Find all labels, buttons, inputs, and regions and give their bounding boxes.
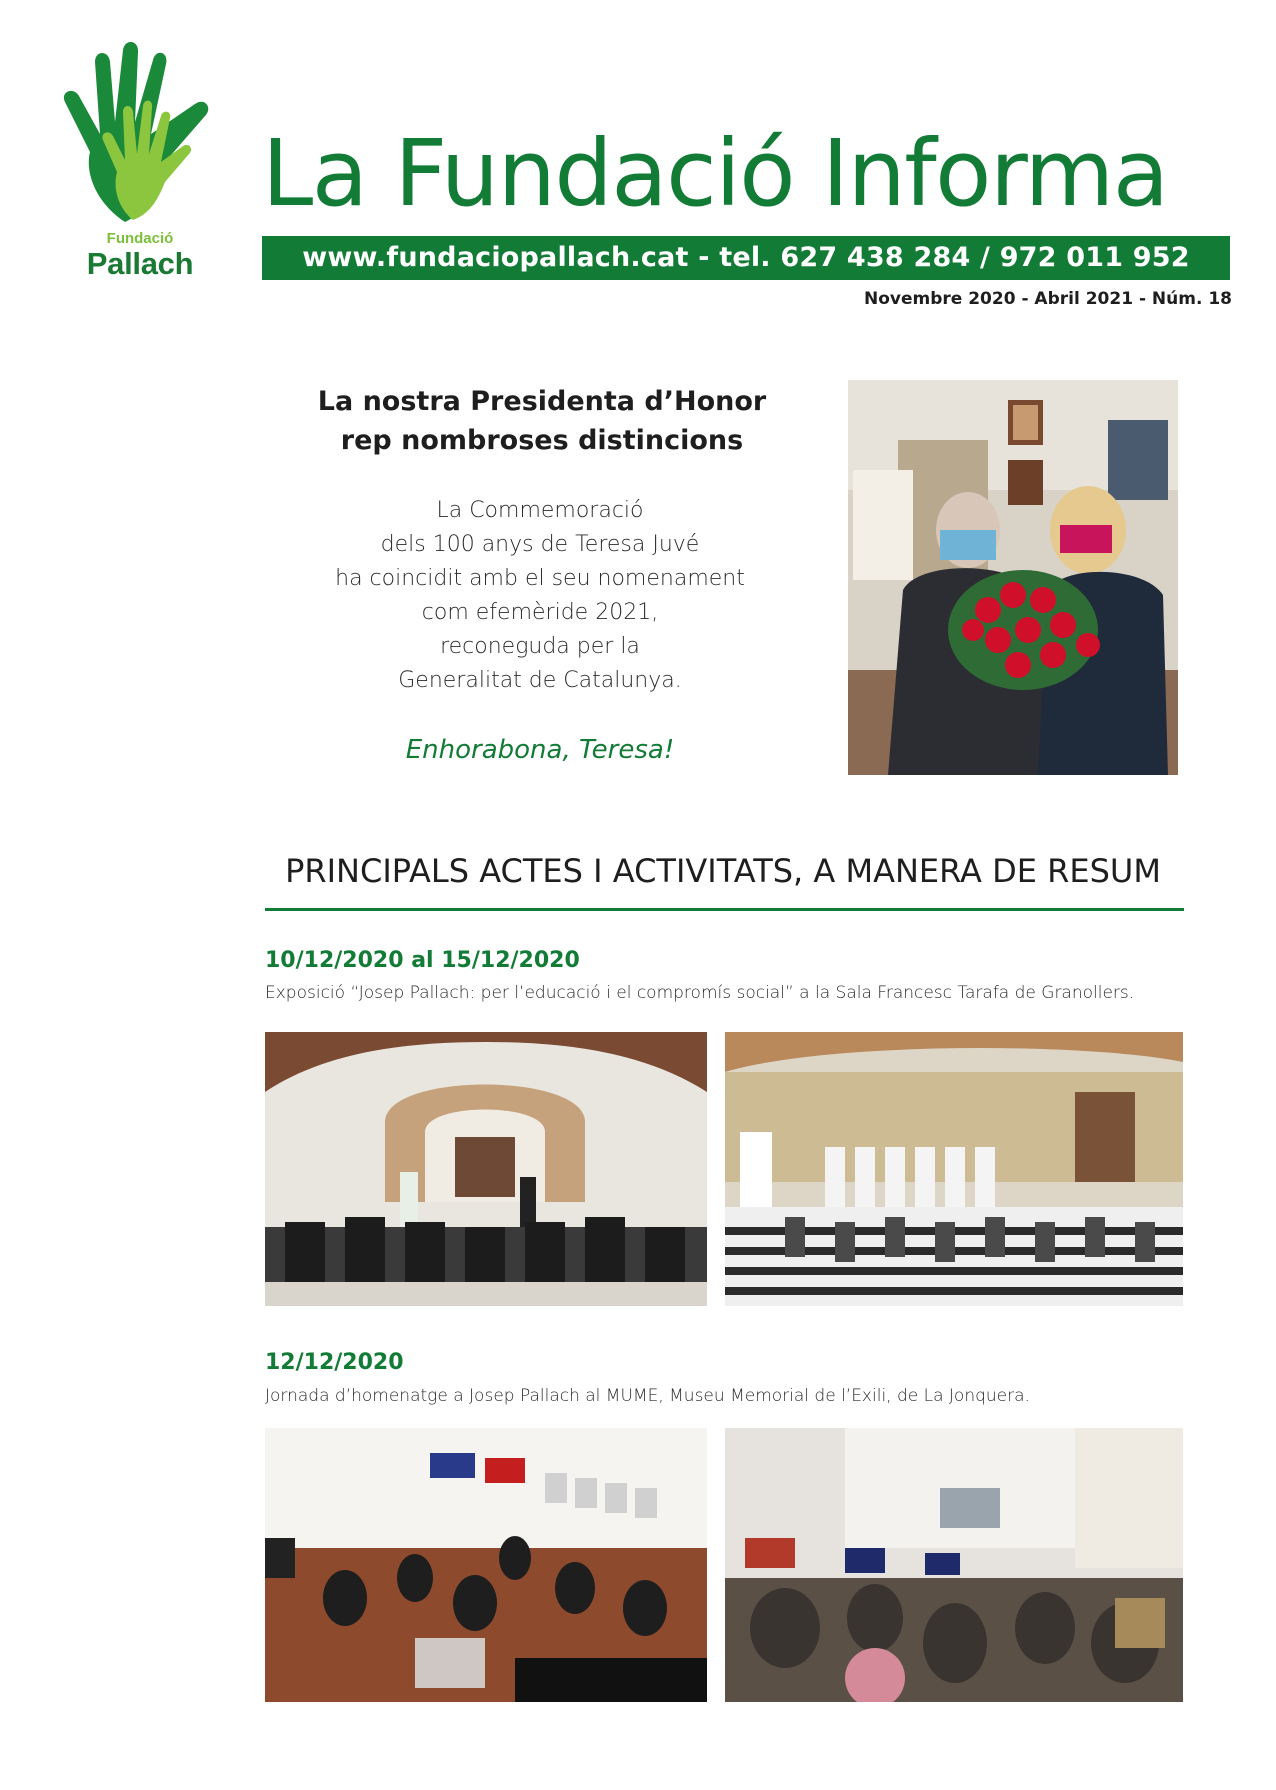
section-divider — [265, 908, 1184, 911]
feature-body-line: ha coincidit amb el seu nomenament — [335, 566, 745, 591]
event-photo — [265, 1428, 707, 1702]
feature-body-line: dels 100 anys de Teresa Juvé — [380, 532, 700, 557]
logo-word-fundacio: Fundació — [106, 230, 174, 247]
feature-congrats: Enhorabona, Teresa! — [405, 735, 675, 765]
event-photo — [265, 1032, 707, 1306]
feature-title-line: La nostra Presidenta d’Honor — [317, 386, 767, 417]
feature-body-line: com efemèride 2021, — [421, 600, 659, 625]
event-photo — [725, 1428, 1183, 1702]
feature-body-line: Generalitat de Catalunya. — [398, 668, 682, 693]
contact-bar: www.fundaciopallach.cat - tel. 627 438 284 / 972 011 952 — [262, 236, 1230, 280]
feature-photo — [848, 380, 1178, 775]
masthead-title: La Fundació Informa — [262, 120, 1168, 227]
event-description: Jornada d’homenatge a Josep Pallach al MUME, Museu Memorial de l’Exili, de La Jonquera. — [265, 1386, 1030, 1406]
section-title: PRINCIPALS ACTES I ACTIVITATS, A MANERA DE RESUM — [285, 852, 1161, 890]
feature-title — [262, 382, 822, 460]
feature-body-line: La Commemoració — [436, 498, 644, 523]
event-description: Exposició “Josep Pallach: per l’educació i el compromís social” a la Sala Francesc Tarafa de Granollers. — [265, 983, 1135, 1003]
event-date: 10/12/2020 al 15/12/2020 — [265, 948, 580, 973]
feature-title-line: rep nombroses distincions — [340, 425, 744, 456]
logo-word-pallach: Pallach — [86, 246, 194, 281]
feature-body-line: reconeguda per la — [440, 634, 640, 659]
event-date: 12/12/2020 — [265, 1350, 404, 1375]
feature-body — [300, 494, 780, 698]
hands-icon — [55, 42, 240, 232]
issue-line: Novembre 2020 - Abril 2021 - Núm. 18 — [863, 289, 1232, 309]
event-photo — [725, 1032, 1183, 1306]
